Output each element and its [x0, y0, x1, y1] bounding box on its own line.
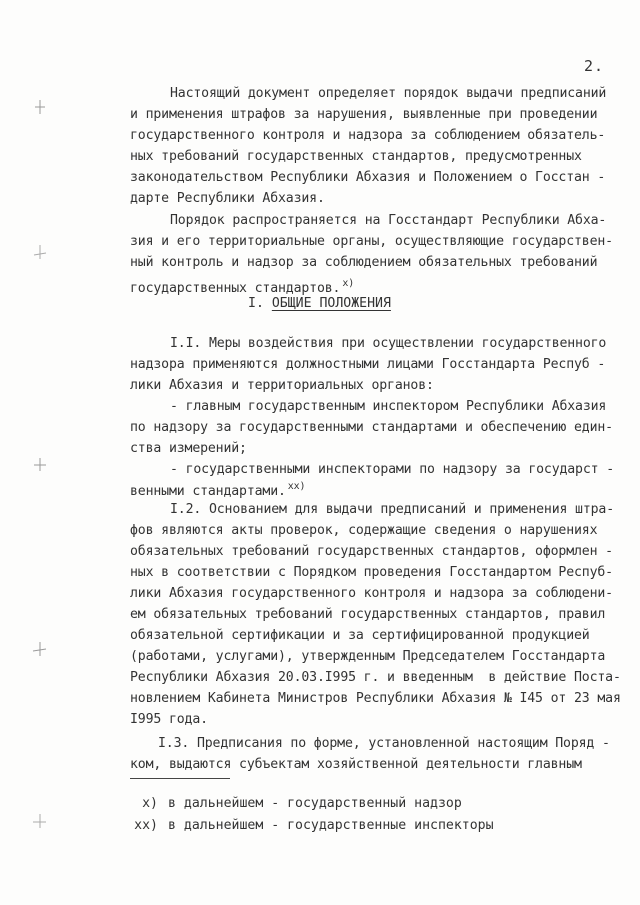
body-line: I.3. Предписания по форме, установленной настоящим Поряд - [158, 736, 610, 751]
body-line: I.2. Основанием для выдачи предписаний и применения штра- [170, 502, 615, 517]
section-title: ОБЩИЕ ПОЛОЖЕНИЯ [271, 296, 391, 311]
footnote-ref-xx: хх) [287, 481, 306, 492]
binding-hole-mark [30, 640, 50, 660]
body-line: ком, выдаются субъектам хозяйственной деятельности главным [130, 757, 582, 772]
body-line: по надзору за государственными стандартами и обеспечению един- [130, 420, 613, 435]
intro-line: ный контроль и надзор за соблюдением обязательных требований [130, 255, 598, 270]
section-number: I. [248, 296, 264, 311]
body-line: обязательных требований государственных стандартов, оформлен - [130, 544, 613, 559]
body-line-text: венными стандартами. [130, 484, 286, 499]
body-line: надзора применяются должностными лицами Госстандарта Респуб - [130, 357, 606, 372]
footnote [118, 818, 494, 833]
intro-line: дарте Республики Абхазия. [130, 191, 325, 206]
body-line-footnoted [130, 478, 305, 501]
intro-line: зия и его территориальные органы, осуществляющие государствен- [130, 234, 613, 249]
body-line: I.I. Меры воздействия при осуществлении государственного [170, 336, 607, 351]
footnote-mark: хх) [134, 818, 158, 833]
intro-line: государственного контроля и надзора за соблюдением обязатель- [130, 128, 606, 143]
binding-hole-mark [30, 455, 50, 475]
body-line: I995 года. [130, 712, 208, 727]
footnote [118, 796, 462, 811]
body-line: ем обязательных требований государственных стандартов, правил [130, 607, 606, 622]
body-line: обязательной сертификации и за сертифицированной продукцией [130, 628, 590, 643]
body-line: - государственными инспекторами по надзору за государст - [170, 462, 615, 477]
body-line: Республики Абхазия 20.03.I995 г. и введенным в действие Поста- [130, 670, 621, 685]
footnote-separator [130, 778, 230, 779]
binding-hole-mark [30, 98, 50, 118]
body-line: лики Абхазия и территориальных органов: [130, 378, 434, 393]
intro-line: ных требований государственных стандартов, предусмотренных [130, 149, 582, 164]
body-line: - главным государственным инспектором Республики Абхазия [170, 399, 607, 414]
section-heading [248, 296, 391, 311]
footnote-mark: х) [142, 796, 158, 811]
footnote-text: в дальнейшем - государственный надзор [168, 796, 462, 811]
body-line: ных в соответствии с Порядком проведения Госстандартом Респуб- [130, 565, 613, 580]
body-line: фов являются акты проверок, содержащие сведения о нарушениях [130, 523, 598, 538]
binding-hole-mark [30, 243, 50, 263]
body-line: ства измерений; [130, 441, 247, 456]
intro-line-last [130, 275, 354, 298]
footnote-text: в дальнейшем - государственные инспекторы [168, 818, 494, 833]
body-line: (работами, услугами), утвержденным Председателем Госстандарта [130, 649, 606, 664]
footnote-ref-x: х) [342, 278, 355, 289]
intro-line: законодательством Республики Абхазия и Положением о Госстан - [130, 170, 606, 185]
intro-line: Порядок распространяется на Госстандарт Республики Абха- [170, 213, 607, 228]
intro-line: и применения штрафов за нарушения, выявленные при проведении [130, 107, 598, 122]
body-line: лики Абхазия государственного контроля и надзора за соблюдени- [130, 586, 613, 601]
body-line: новлением Кабинета Министров Республики Абхазия № I45 от 23 мая [130, 691, 621, 706]
intro-line: Настоящий документ определяет порядок выдачи предписаний [170, 86, 607, 101]
binding-hole-mark [30, 812, 50, 832]
intro-line-text: государственных стандартов. [130, 281, 341, 296]
page-number: 2. [584, 57, 605, 75]
